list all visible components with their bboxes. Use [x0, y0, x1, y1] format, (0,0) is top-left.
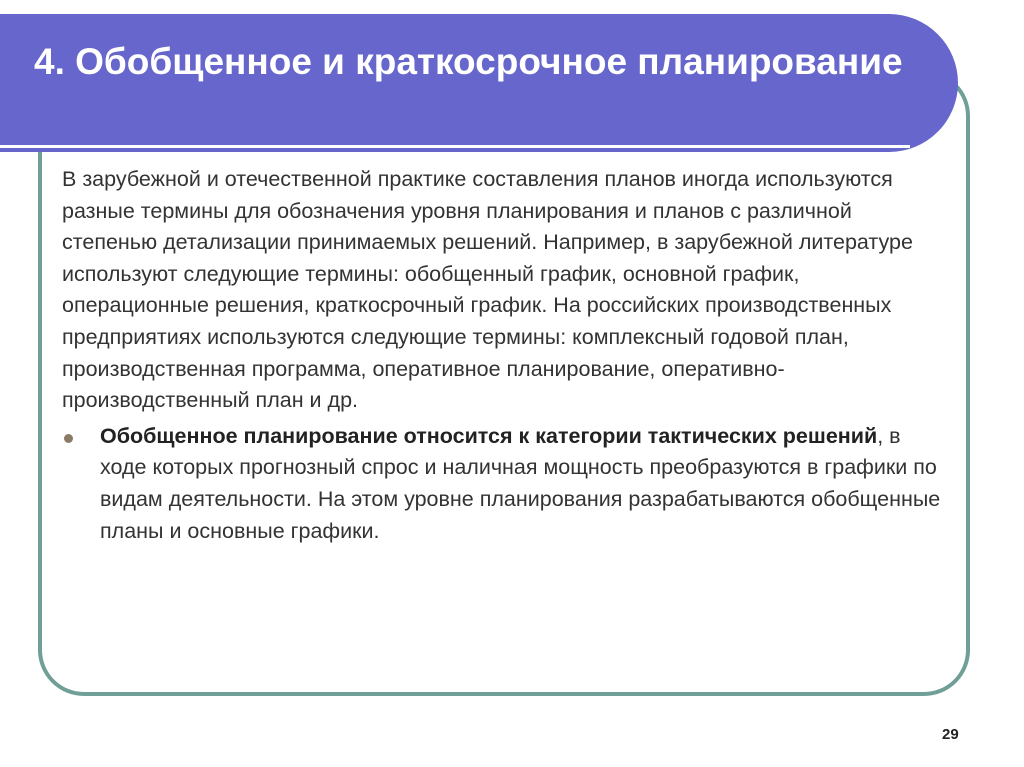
intro-paragraph: В зарубежной и отечественной практике составления планов иногда используются разные термины для обозначения уровня планирования и планов с различной степенью детализации принимаемых решений. Например, в зарубежной литературе используют следующие термины: обобщенный график, основной график, операционные решения, краткосрочный график. На российских производственных предприятиях используются следующие термины: комплексный годовой план, производственная программа, оперативное планирование, оперативно-производственный план и др.: [62, 167, 913, 413]
title-underline: [0, 145, 910, 148]
slide-title: 4. Обобщенное и краткосрочное планирование: [34, 41, 903, 82]
bullet-item: [62, 421, 942, 547]
bullet-regular-text: , в ходе которых прогнозный спрос и наличная мощность преобразуются в графики по видам деятельности. На этом уровне планирования разрабатываются обобщенные планы и основные графики.: [100, 423, 941, 543]
page-number: 29: [942, 726, 959, 743]
title-banner: [0, 14, 958, 152]
bullet-dot-icon: [64, 434, 73, 443]
bullet-bold-text: Обобщенное планирование относится к категории тактических решений: [100, 423, 878, 448]
slide-body: [62, 164, 942, 547]
